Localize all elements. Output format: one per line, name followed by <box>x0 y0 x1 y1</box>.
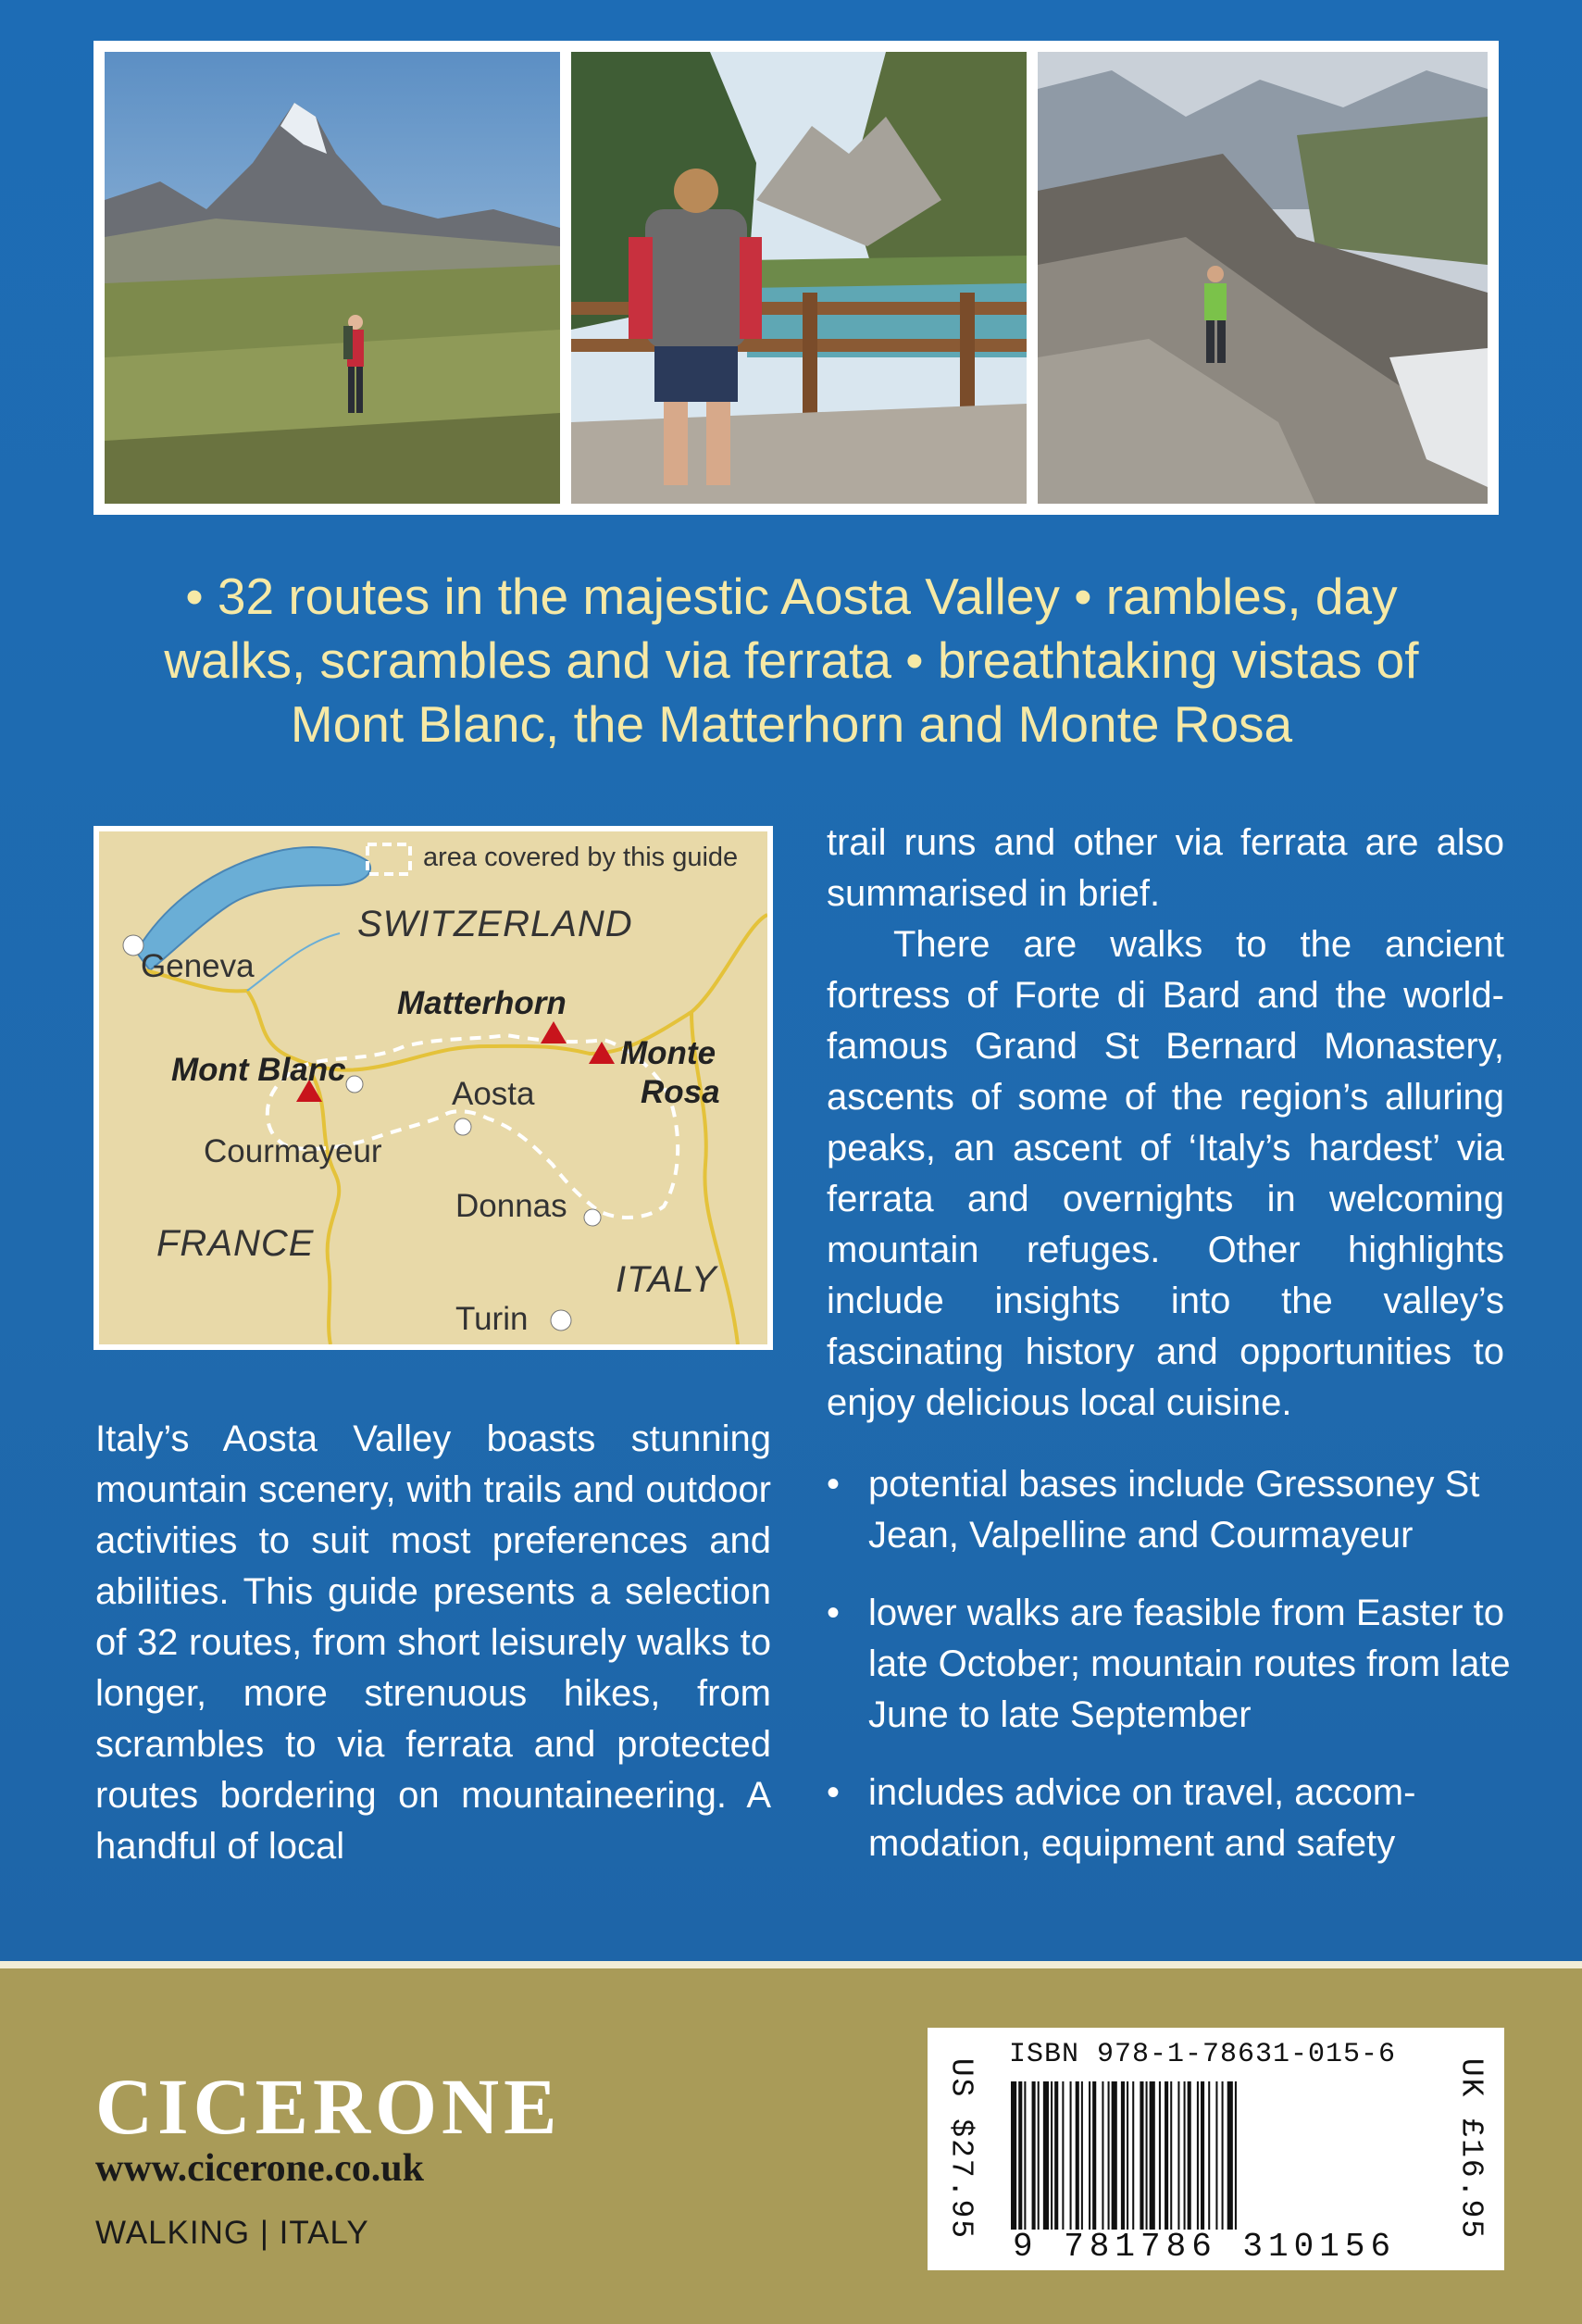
courmayeur-dot-icon <box>346 1076 363 1093</box>
legend-label: area covered by this guide <box>423 843 739 872</box>
barcode-bar <box>1011 2081 1016 2230</box>
donnas-dot-icon <box>584 1209 601 1226</box>
barcode-box <box>928 2028 1504 2270</box>
tagline-line-2: walks, scrambles and via ferrata • breathtaking vistas of <box>164 631 1419 689</box>
barcode-bar <box>1076 2081 1079 2230</box>
label-geneva: Geneva <box>141 948 255 984</box>
label-france: FRANCE <box>156 1223 315 1264</box>
tagline-line-1: • 32 routes in the majestic Aosta Valley • rambles, day <box>185 568 1398 625</box>
barcode-bar <box>1092 2081 1096 2230</box>
price-us <box>933 2028 989 2270</box>
photo-ridge-hiker <box>1038 52 1488 504</box>
barcode-bar <box>1043 2081 1049 2230</box>
category-label: WALKING | ITALY <box>95 2215 369 2251</box>
body-text-right <box>827 818 1504 1429</box>
body-paragraph-highlights: There are walks to the ancient fortress of Forte di Bard and the world-famous Grand St Bernard Monastery, ascents of some of the region’s alluring peaks, an ascent of ‘Italy’s hardest’ via ferrata and overnights in welcoming mountain refuges. Other highlights include insights into the valley’s fascinating history and opportunities to enjoy delicious local cuisine. <box>827 924 1504 1423</box>
label-monte-rosa-1: Monte <box>620 1035 716 1071</box>
bullet-icon: • <box>827 1464 841 1505</box>
price-uk <box>1443 2028 1499 2270</box>
barcode-bar <box>1132 2081 1134 2230</box>
tagline-line-3: Mont Blanc, the Matterhorn and Monte Rosa <box>290 695 1293 753</box>
barcode-bar <box>1146 2081 1148 2230</box>
area-map <box>93 826 773 1350</box>
barcode-bar <box>1038 2081 1040 2230</box>
barcode-icon <box>1011 2081 1418 2230</box>
barcode-bar <box>1208 2081 1210 2230</box>
aosta-dot-icon <box>455 1118 471 1135</box>
bullet-icon: • <box>827 1593 841 1633</box>
label-donnas: Donnas <box>455 1188 567 1224</box>
bullet-item <box>827 1588 1512 1741</box>
barcode-bar <box>1140 2081 1143 2230</box>
bullet-item <box>827 1459 1512 1561</box>
barcode-bar <box>1018 2081 1022 2230</box>
barcode-digits: 9 781786 310156 <box>1013 2228 1397 2266</box>
isbn-label: ISBN 978-1-78631-015-6 <box>1009 2039 1397 2070</box>
body-text-left: Italy’s Aosta Valley boasts stunning mountain scenery, with trails and outdoor activities to suit most preferences and abilities. This guide presents a selection of 32 routes, from short leisurely walks to longer, more strenuous hikes, from scrambles to via ferrata and protected routes bordering on mountaineering. A handful of local <box>95 1418 771 1867</box>
barcode-bar <box>1227 2081 1233 2230</box>
barcode-bar <box>1112 2081 1117 2230</box>
bullet-item <box>827 1768 1512 1869</box>
barcode-bar <box>1165 2081 1168 2230</box>
barcode-bar <box>1089 2081 1090 2230</box>
bullet-text: lower walks are feasible from Easter to late October; mountain routes from late June to late September <box>868 1593 1511 1735</box>
barcode-bar <box>1032 2081 1036 2230</box>
bullet-text: potential bases include Gressoney St Jean, Valpelline and Courmayeur <box>868 1464 1480 1556</box>
publisher-url[interactable]: www.cicerone.co.uk <box>95 2147 425 2190</box>
price-uk-text: UK £16.95 <box>1453 2057 1489 2241</box>
barcode-bar <box>1070 2081 1072 2230</box>
barcode-bar <box>1159 2081 1161 2230</box>
label-turin: Turin <box>455 1301 529 1337</box>
photo-lake-hiker <box>571 52 1027 504</box>
barcode-bar <box>1127 2081 1128 2230</box>
label-mont-blanc: Mont Blanc <box>171 1052 346 1088</box>
photo-strip <box>93 41 1499 515</box>
barcode-bar <box>1177 2081 1179 2230</box>
tagline <box>102 565 1481 756</box>
barcode-bar <box>1222 2081 1224 2230</box>
barcode-bar <box>1235 2081 1237 2230</box>
barcode-bar <box>1215 2081 1217 2230</box>
barcode-bar <box>1108 2081 1110 2230</box>
publisher-logo: CICERONE <box>95 2062 562 2151</box>
barcode-bar <box>1062 2081 1064 2230</box>
body-paragraph-continued: trail runs and other via ferrata are also summarised in brief. <box>827 822 1504 914</box>
feature-bullets <box>827 1459 1512 1896</box>
barcode-bar <box>1081 2081 1083 2230</box>
turin-dot-icon <box>551 1310 571 1331</box>
price-us-text: US $27.95 <box>943 2057 978 2241</box>
barcode-bar <box>1121 2081 1125 2230</box>
label-switzerland: SWITZERLAND <box>357 904 633 944</box>
photo-matterhorn-hiker <box>105 52 560 504</box>
barcode-bar <box>1102 2081 1103 2230</box>
map-canvas <box>99 831 767 1344</box>
label-matterhorn: Matterhorn <box>397 985 567 1021</box>
barcode-bar <box>1188 2081 1191 2230</box>
barcode-bar <box>1170 2081 1172 2230</box>
barcode-bar <box>1024 2081 1026 2230</box>
barcode-bar <box>1051 2081 1053 2230</box>
bullet-icon: • <box>827 1772 841 1813</box>
label-courmayeur: Courmayeur <box>204 1133 382 1169</box>
label-italy: ITALY <box>616 1259 717 1300</box>
label-monte-rosa-2: Rosa <box>641 1074 720 1110</box>
barcode-bar <box>1201 2081 1204 2230</box>
barcode-bar <box>1184 2081 1186 2230</box>
barcode-bar <box>1054 2081 1058 2230</box>
label-aosta: Aosta <box>452 1076 535 1112</box>
bullet-text: includes advice on travel, accommodation, equipment and safety <box>868 1772 1416 1864</box>
barcode-bar <box>1197 2081 1199 2230</box>
barcode-bar <box>1150 2081 1155 2230</box>
